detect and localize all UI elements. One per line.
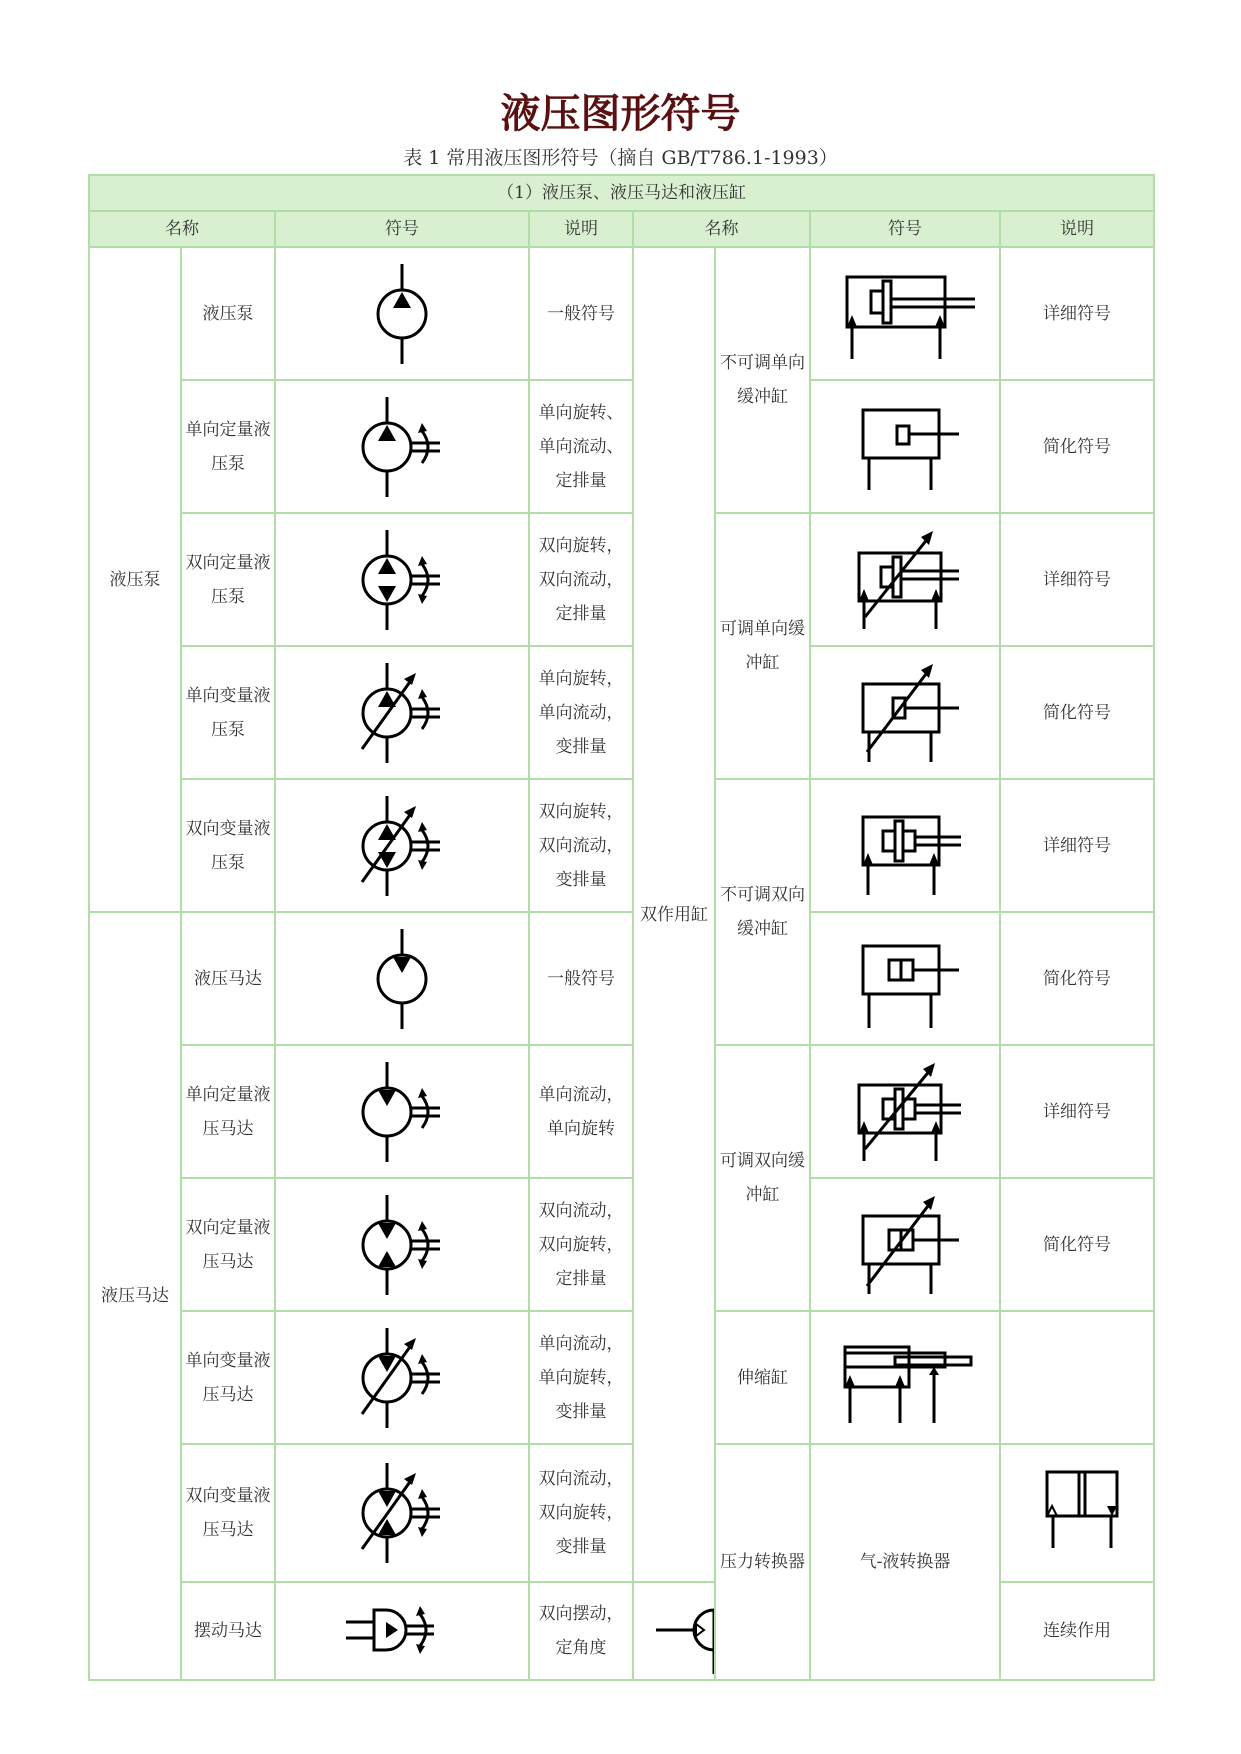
- cylinder-detailed-icon: [810, 779, 1000, 912]
- sub-adjustable-single-cushion: 可调单向缓冲缸: [715, 513, 810, 779]
- unidirectional-fixed-motor-icon: [275, 1045, 529, 1178]
- row-desc: 简化符号: [1000, 380, 1154, 513]
- sub-telescopic-cylinder: 伸缩缸: [715, 1311, 810, 1444]
- group-motor: 液压马达: [89, 912, 181, 1680]
- cylinder-detailed-icon: [810, 1045, 1000, 1178]
- header-desc-left: 说明: [529, 211, 633, 247]
- table-caption: 表 1 常用液压图形符号（摘自 GB/T786.1-1993）: [403, 147, 838, 169]
- bidirectional-fixed-pump-icon: [275, 513, 529, 646]
- cylinder-simplified-icon: [810, 1178, 1000, 1311]
- row-name: 液压泵: [181, 247, 275, 380]
- row-desc: 双向流动， 双向旋转， 变排量: [529, 1444, 633, 1582]
- row-desc: 详细符号: [1000, 1045, 1154, 1178]
- sub-adjustable-double-cushion: 可调双向缓冲缸: [715, 1045, 810, 1311]
- cylinder-detailed-icon: [810, 513, 1000, 646]
- converter-single-action-icon: [1000, 1444, 1154, 1582]
- pump-icon: [275, 247, 529, 380]
- bidirectional-variable-pump-icon: [275, 779, 529, 912]
- row-name: 单向定量液压泵: [181, 380, 275, 513]
- row-name: 单向变量液压马达: [181, 1311, 275, 1444]
- header-symbol-right: 符号: [810, 211, 1000, 247]
- row-desc: 详细符号: [1000, 513, 1154, 646]
- row-name: 双向定量液压泵: [181, 513, 275, 646]
- bidirectional-variable-motor-icon: [275, 1444, 529, 1582]
- cylinder-detailed-icon: [810, 247, 1000, 380]
- row-name: 双向变量液压马达: [181, 1444, 275, 1582]
- row-desc: 单向旋转， 单向流动， 变排量: [529, 646, 633, 779]
- row-desc: 一般符号: [529, 247, 633, 380]
- row-desc: 双向旋转， 双向流动， 定排量: [529, 513, 633, 646]
- group-double-acting-cylinder: 双作用缸: [633, 247, 715, 1582]
- section-title: （1）液压泵、液压马达和液压缸: [89, 175, 1154, 211]
- row-desc: 双向旋转， 双向流动， 变排量: [529, 779, 633, 912]
- header-desc-right: 说明: [1000, 211, 1154, 247]
- row-desc: 双向流动， 双向旋转， 定排量: [529, 1178, 633, 1311]
- row-desc: 简化符号: [1000, 912, 1154, 1045]
- cylinder-simplified-icon: [810, 646, 1000, 779]
- header-name-right: 名称: [633, 211, 810, 247]
- row-name: 单向定量液压马达: [181, 1045, 275, 1178]
- telescopic-cylinder-icon: [810, 1311, 1000, 1444]
- row-name: 双向定量液压马达: [181, 1178, 275, 1311]
- motor-icon: [275, 912, 529, 1045]
- unidirectional-variable-motor-icon: [275, 1311, 529, 1444]
- row-name: 双向变量液压泵: [181, 779, 275, 912]
- symbol-table: [88, 174, 1155, 1681]
- row-desc-empty: [1000, 1311, 1154, 1444]
- row-desc: 简化符号: [1000, 646, 1154, 779]
- unidirectional-fixed-pump-icon: [275, 380, 529, 513]
- cylinder-simplified-icon: [810, 380, 1000, 513]
- bidirectional-fixed-motor-icon: [275, 1178, 529, 1311]
- row-desc: 双向摆动， 定角度: [529, 1582, 633, 1680]
- row-desc: 单向流动， 单向旋转， 变排量: [529, 1311, 633, 1444]
- converter-continuous-icon: [633, 1582, 715, 1680]
- header-symbol-left: 符号: [275, 211, 529, 247]
- sub-non-adjustable-single-cushion: 不可调单向缓冲缸: [715, 247, 810, 513]
- sub-gas-liquid-converter: 气-液转换器: [810, 1444, 1000, 1680]
- row-desc: 详细符号: [1000, 247, 1154, 380]
- row-desc: 简化符号: [1000, 1178, 1154, 1311]
- row-desc: 连续作用: [1000, 1582, 1154, 1680]
- row-desc: 详细符号: [1000, 779, 1154, 912]
- row-desc: 一般符号: [529, 912, 633, 1045]
- unidirectional-variable-pump-icon: [275, 646, 529, 779]
- row-desc: 单向流动， 单向旋转: [529, 1045, 633, 1178]
- oscillating-motor-icon: [275, 1582, 529, 1680]
- row-name: 摆动马达: [181, 1582, 275, 1680]
- group-pressure-converter: 压力转换器: [715, 1444, 810, 1680]
- header-name-left: 名称: [89, 211, 275, 247]
- cylinder-simplified-icon: [810, 912, 1000, 1045]
- row-desc: 单向旋转、 单向流动、 定排量: [529, 380, 633, 513]
- group-pump: 液压泵: [89, 247, 181, 912]
- row-name: 液压马达: [181, 912, 275, 1045]
- row-name: 单向变量液压泵: [181, 646, 275, 779]
- sub-non-adjustable-double-cushion: 不可调双向缓冲缸: [715, 779, 810, 1045]
- page-title: 液压图形符号: [500, 91, 741, 137]
